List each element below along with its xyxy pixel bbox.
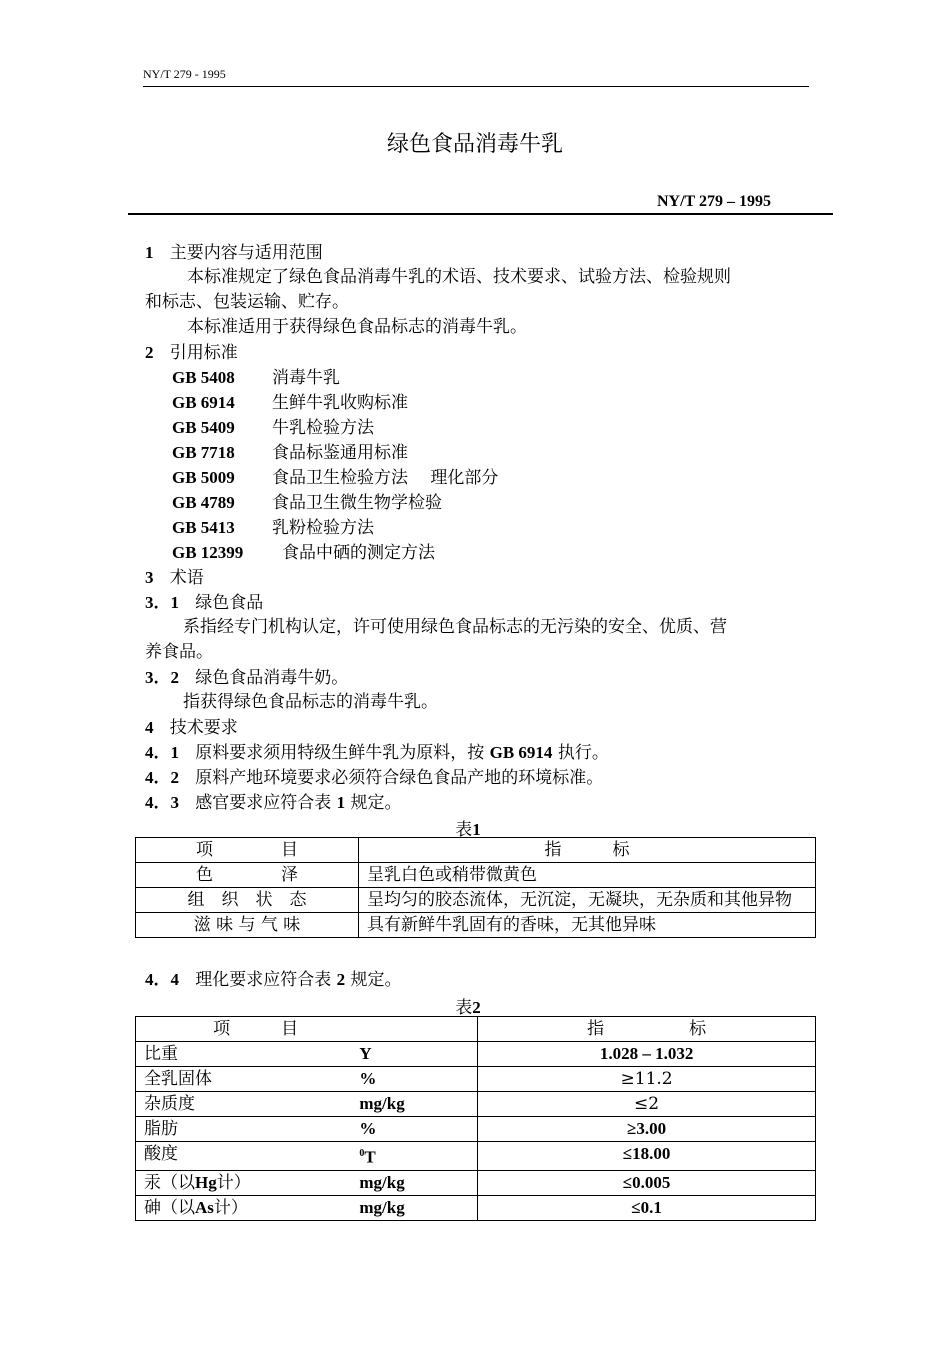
table-1-caption: 表1 <box>455 820 481 840</box>
table-cell: $^0$T <box>351 1142 477 1171</box>
section-1-text-line2: 和标志、包装运输、贮存。 <box>145 292 349 312</box>
table-cell: 1.028 – 1.032 <box>478 1042 816 1067</box>
table-1 <box>135 837 816 938</box>
table-cell: ≤0.005 <box>478 1170 816 1195</box>
table-cell: % <box>351 1117 477 1142</box>
table-row <box>136 1117 816 1142</box>
table-row <box>136 1142 816 1171</box>
page-title: 绿色食品消毒牛乳 <box>386 132 563 157</box>
table-cell: ≥11.2 <box>478 1067 816 1092</box>
reference-item: GB 12399 食品中硒的测定方法 <box>172 543 435 563</box>
section-1-text-p2: 本标准适用于获得绿色食品标志的消毒牛乳。 <box>187 317 527 337</box>
reference-item: GB 5009 食品卫生检验方法 理化部分 <box>172 468 499 488</box>
table-cell: ≤0.1 <box>478 1195 816 1220</box>
table-header-cell: 指 标 <box>359 838 816 863</box>
table-cell: 具有新鲜牛乳固有的香味，无其他异味 <box>359 913 816 938</box>
table-cell: 砷（以As计） <box>136 1195 352 1220</box>
table-header-row <box>136 838 816 863</box>
table-2 <box>135 1016 816 1221</box>
section-3-1-text-line1: 系指经专门机构认定，许可使用绿色食品标志的无污染的安全、优质、营 <box>183 617 727 637</box>
reference-item: GB 7718 食品标鉴通用标准 <box>172 443 408 463</box>
table-row <box>136 888 816 913</box>
section-1-heading: 1 主要内容与适用范围 <box>145 243 323 263</box>
reference-item: GB 5409 牛乳检验方法 <box>172 418 374 438</box>
table-cell: 呈均匀的胶态流体，无沉淀，无凝块，无杂质和其他异物 <box>359 888 816 913</box>
table-row <box>136 913 816 938</box>
section-4-4: 4．4 理化要求应符合表 2 规定。 <box>145 970 402 990</box>
table-cell: ≤18.00 <box>478 1142 816 1171</box>
table-row <box>136 863 816 888</box>
table-cell: Y <box>351 1042 477 1067</box>
section-1-text-line1: 本标准规定了绿色食品消毒牛乳的术语、技术要求、试验方法、检验规则 <box>187 267 731 287</box>
section-3-2-heading: 3．2 绿色食品消毒牛奶。 <box>145 668 349 688</box>
section-4-2: 4．2 原料产地环境要求必须符合绿色食品产地的环境标准。 <box>145 768 604 788</box>
table-cell: 比重 <box>136 1042 352 1067</box>
table-header-cell: 指 标 <box>478 1017 816 1042</box>
section-4-heading: 4 技术要求 <box>145 718 238 738</box>
table-cell: 全乳固体 <box>136 1067 352 1092</box>
standard-number-rule <box>128 213 833 215</box>
table-cell: 杂质度 <box>136 1092 352 1117</box>
table-cell: ≥3.00 <box>478 1117 816 1142</box>
table-cell: ≤2 <box>478 1092 816 1117</box>
table-2-caption: 表2 <box>455 998 481 1018</box>
table-row <box>136 1067 816 1092</box>
section-3-1-heading: 3．1 绿色食品 <box>145 593 264 613</box>
table-cell: 组 织 状 态 <box>136 888 359 913</box>
reference-item: GB 5413 乳粉检验方法 <box>172 518 374 538</box>
table-cell: 脂肪 <box>136 1117 352 1142</box>
table-row <box>136 1170 816 1195</box>
table-cell: mg/kg <box>351 1092 477 1117</box>
standard-number: NY/T 279 – 1995 <box>657 193 771 210</box>
table-cell: 滋 味 与 气 味 <box>136 913 359 938</box>
table-cell: 呈乳白色或稍带微黄色 <box>359 863 816 888</box>
table-row <box>136 1092 816 1117</box>
section-4-3: 4．3 感官要求应符合表 1 规定。 <box>145 793 402 813</box>
table-cell: mg/kg <box>351 1195 477 1220</box>
table-cell: % <box>351 1067 477 1092</box>
table-cell: 汞（以Hg计） <box>136 1170 352 1195</box>
table-row <box>136 1195 816 1220</box>
table-header-cell: 项 目 <box>136 1017 478 1042</box>
reference-item: GB 4789 食品卫生微生物学检验 <box>172 493 442 513</box>
section-4-1: 4．1 原料要求须用特级生鲜牛乳为原料，按 GB 6914 执行。 <box>145 743 609 763</box>
table-header-cell: 项 目 <box>136 838 359 863</box>
reference-item: GB 6914 生鲜牛乳收购标准 <box>172 393 408 413</box>
table-cell: 酸度 <box>136 1142 352 1171</box>
table-row <box>136 1042 816 1067</box>
section-3-heading: 3 术语 <box>145 568 204 588</box>
section-2-heading: 2 引用标准 <box>145 343 238 363</box>
table-cell: mg/kg <box>351 1170 477 1195</box>
section-3-2-text: 指获得绿色食品标志的消毒牛乳。 <box>183 692 438 712</box>
table-header-row <box>136 1017 816 1042</box>
table-cell: 色 泽 <box>136 863 359 888</box>
header-standard-code: NY/T 279 - 1995 <box>143 67 226 81</box>
header-rule <box>143 86 809 87</box>
section-3-1-text-line2: 养食品。 <box>145 642 213 662</box>
reference-item: GB 5408 消毒牛乳 <box>172 368 340 388</box>
